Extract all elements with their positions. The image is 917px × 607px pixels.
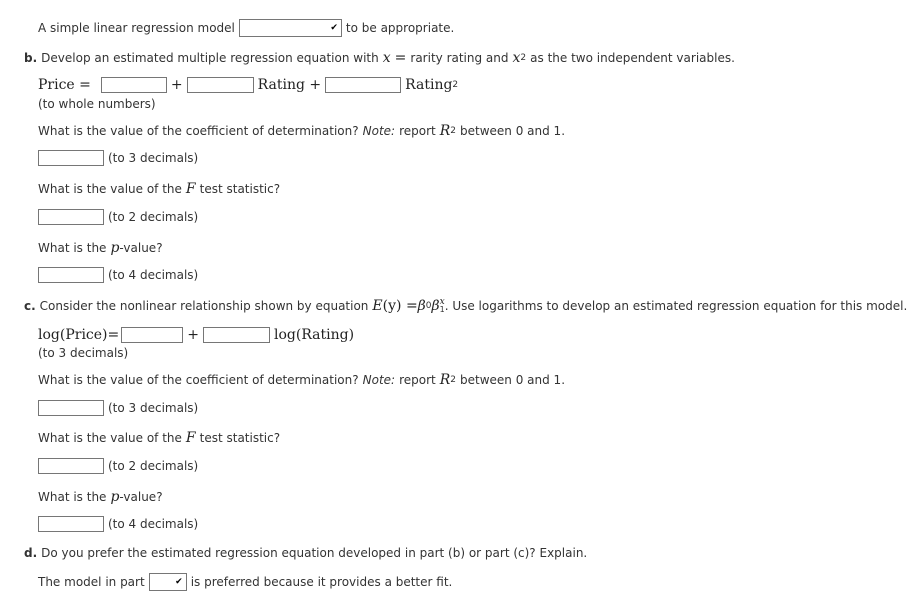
p-symbol: p [110, 240, 120, 256]
rating-plus-label: Rating + [257, 77, 322, 93]
part-c-question [24, 298, 907, 314]
r2-note: Note: [362, 124, 396, 138]
price-label: Price = [38, 77, 91, 93]
r2-symbol: R [439, 123, 451, 139]
f-question-suffix: test statistic? [199, 182, 281, 196]
f-question-suffix: test statistic? [199, 431, 281, 445]
part-c-f-answer [38, 458, 198, 474]
p-hint: (to 4 decimals) [108, 517, 199, 531]
part-a-sentence [38, 19, 454, 37]
part-d-answer [38, 573, 452, 591]
r2-note: Note: [362, 373, 396, 387]
x2-exponent: 2 [520, 53, 527, 63]
b1-input[interactable] [187, 77, 254, 93]
c0-input[interactable] [121, 327, 183, 343]
part-b-p-question [38, 240, 163, 256]
part-b-f-answer [38, 209, 198, 225]
part-c-equation [38, 327, 354, 343]
part-c-decimals-hint: (to 3 decimals) [38, 346, 129, 360]
f-question-prefix: What is the value of the [38, 431, 182, 445]
appropriateness-select[interactable] [239, 19, 342, 37]
r2-report: report [399, 373, 436, 387]
part-c-text-after: . Use logarithms to develop an estimated regression equation for this model. [444, 299, 908, 313]
f-symbol: F [185, 181, 196, 197]
p-hint: (to 4 decimals) [108, 268, 199, 282]
part-c-p-answer [38, 516, 198, 532]
rating-squared-label: Rating [405, 77, 453, 93]
f-hint: (to 2 decimals) [108, 459, 199, 473]
x-symbol: x [382, 50, 391, 66]
beta0-sub: 0 [425, 301, 432, 311]
part-b-letter: b. [24, 51, 38, 65]
p-question-suffix: -value? [119, 241, 163, 255]
f-hint: (to 2 decimals) [108, 210, 199, 224]
part-d-suffix: is preferred because it provides a better fit. [190, 575, 453, 589]
b0-input[interactable] [101, 77, 167, 93]
c1-input[interactable] [203, 327, 270, 343]
part-c-letter: c. [24, 299, 36, 313]
p-question-prefix: What is the [38, 490, 107, 504]
p-question-suffix: -value? [119, 490, 163, 504]
part-b-text-after: as the two independent variables. [530, 51, 735, 65]
beta1: β [431, 298, 440, 314]
part-d-prefix: The model in part [38, 575, 145, 589]
part-b-r2-answer [38, 150, 198, 166]
r2-suffix: between 0 and 1. [460, 373, 566, 387]
equals-symbol: = [394, 50, 407, 66]
x2-symbol: x [512, 50, 521, 66]
part-c-r2-answer [38, 400, 198, 416]
part-b-text-mid: rarity rating and [410, 51, 509, 65]
beta0: β [417, 298, 426, 314]
part-d-question [24, 546, 587, 560]
r2-report: report [399, 124, 436, 138]
c-f-input[interactable] [38, 458, 104, 474]
part-c-p-question [38, 489, 163, 505]
r2-question-prefix: What is the value of the coefficient of determination? [38, 373, 359, 387]
part-b-equation [38, 77, 458, 93]
p-input[interactable] [38, 267, 104, 283]
f-symbol: F [185, 430, 196, 446]
r2-exponent: 2 [450, 126, 457, 136]
plus-symbol: + [170, 77, 183, 93]
part-b-whole-hint: (to whole numbers) [38, 97, 156, 111]
plus-symbol: + [187, 327, 199, 343]
part-c-r2-question [38, 372, 565, 388]
part-c-text-before: Consider the nonlinear relationship shown by equation [39, 299, 369, 313]
preferred-part-select[interactable] [149, 573, 187, 591]
f-input[interactable] [38, 209, 104, 225]
part-d-question-text: Do you prefer the estimated regression equation developed in part (b) or part (c)? Explain. [41, 546, 588, 560]
part-b-question [24, 50, 735, 66]
log-price-label: log(Price)= [38, 327, 120, 343]
expected-E: E [372, 298, 383, 314]
part-b-f-question [38, 181, 280, 197]
p-symbol: p [110, 489, 120, 505]
part-d-letter: d. [24, 546, 38, 560]
r2-hint: (to 3 decimals) [108, 401, 199, 415]
c-r2-input[interactable] [38, 400, 104, 416]
part-a-suffix: to be appropriate. [345, 21, 455, 35]
r2-input[interactable] [38, 150, 104, 166]
r2-exponent: 2 [450, 375, 457, 385]
r2-suffix: between 0 and 1. [460, 124, 566, 138]
beta1-sup: x [439, 297, 445, 307]
r2-hint: (to 3 decimals) [108, 151, 199, 165]
r2-symbol: R [439, 372, 451, 388]
expected-y: (y) = [382, 298, 418, 314]
part-b-r2-question [38, 123, 565, 139]
chevron-down-icon: ✔ [330, 22, 338, 33]
p-question-prefix: What is the [38, 241, 107, 255]
f-question-prefix: What is the value of the [38, 182, 182, 196]
part-b-p-answer [38, 267, 198, 283]
part-a-prefix: A simple linear regression model [38, 21, 235, 35]
chevron-down-icon: ✔ [175, 576, 183, 587]
log-rating-label: log(Rating) [273, 327, 355, 343]
c-p-input[interactable] [38, 516, 104, 532]
beta1-sub: 1 [439, 305, 445, 314]
part-c-f-question [38, 430, 280, 446]
rating-squared-exponent: 2 [452, 80, 459, 90]
r2-question-prefix: What is the value of the coefficient of determination? [38, 124, 359, 138]
b2-input[interactable] [325, 77, 401, 93]
part-b-text-before: Develop an estimated multiple regression equation with [41, 51, 379, 65]
